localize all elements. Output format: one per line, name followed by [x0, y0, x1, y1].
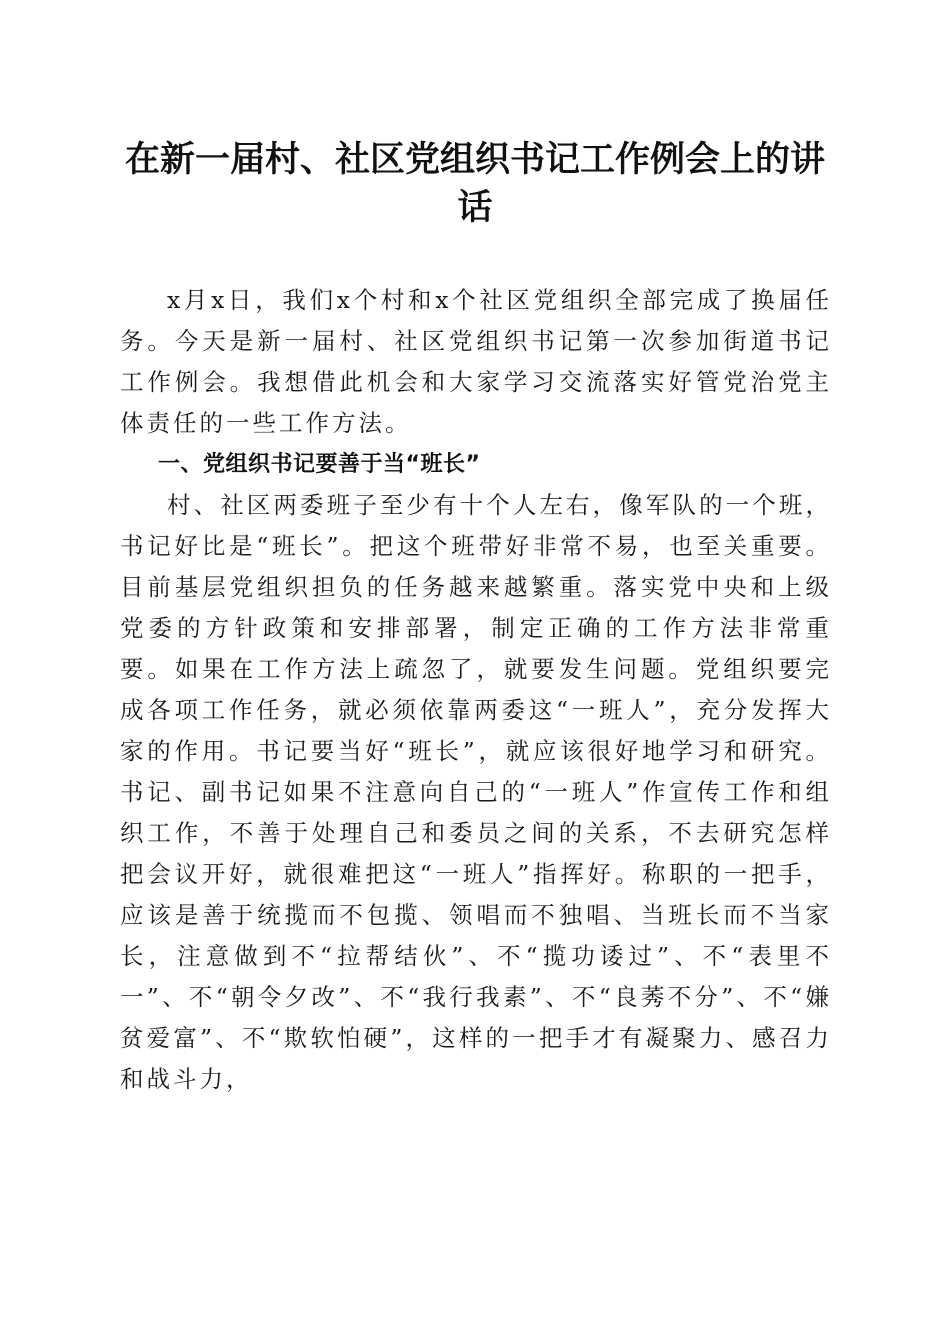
document-title: 在新一届村、社区党组织书记工作例会上的讲话 [124, 140, 825, 228]
paragraph-section-1: 村、社区两委班子至少有十个人左右，像军队的一个班，书记好比是“班长”。把这个班带好非常不易，也至关重要。目前基层党组织担负的任务越来越繁重。落实党中央和上级党委的方针政策和安排部署，制定正确的工作方法非常重要。如果在工作方法上疏忽了，就要发生问题。党组织要完成各项工作任务，就必须依靠两委这“一班人”，充分发挥大家的作用。书记要当好“班长”，就应该很好地学习和研究。书记、副书记如果不注意向自己的“一班人”作宣传工作和组织工作，不善于处理自己和委员之间的关系，不去研究怎样把会议开好，就很难把这“一班人”指挥好。称职的一把手，应该是善于统揽而不包揽、领唱而不独唱、当班长而不当家长，注意做到不“拉帮结伙”、不“揽功诿过”、不“表里不一”、不“朝令夕改”、不“我行我素”、不“良莠不分”、不“嫌贫爱富”、不“欺软怕硬”，这样的一把手才有凝聚力、感召力和战斗力， [120, 491, 832, 1093]
section-heading-1: 一、党组织书记要善于当“班长” [158, 452, 481, 477]
document-body [120, 280, 832, 1100]
paragraph-intro: x月x日，我们x个村和x个社区党组织全部完成了换届任务。今天是新一届村、社区党组织书记第一次参加街道书记工作例会。我想借此机会和大家学习交流落实好管党治党主体责任的一些工作方法。 [120, 286, 832, 437]
